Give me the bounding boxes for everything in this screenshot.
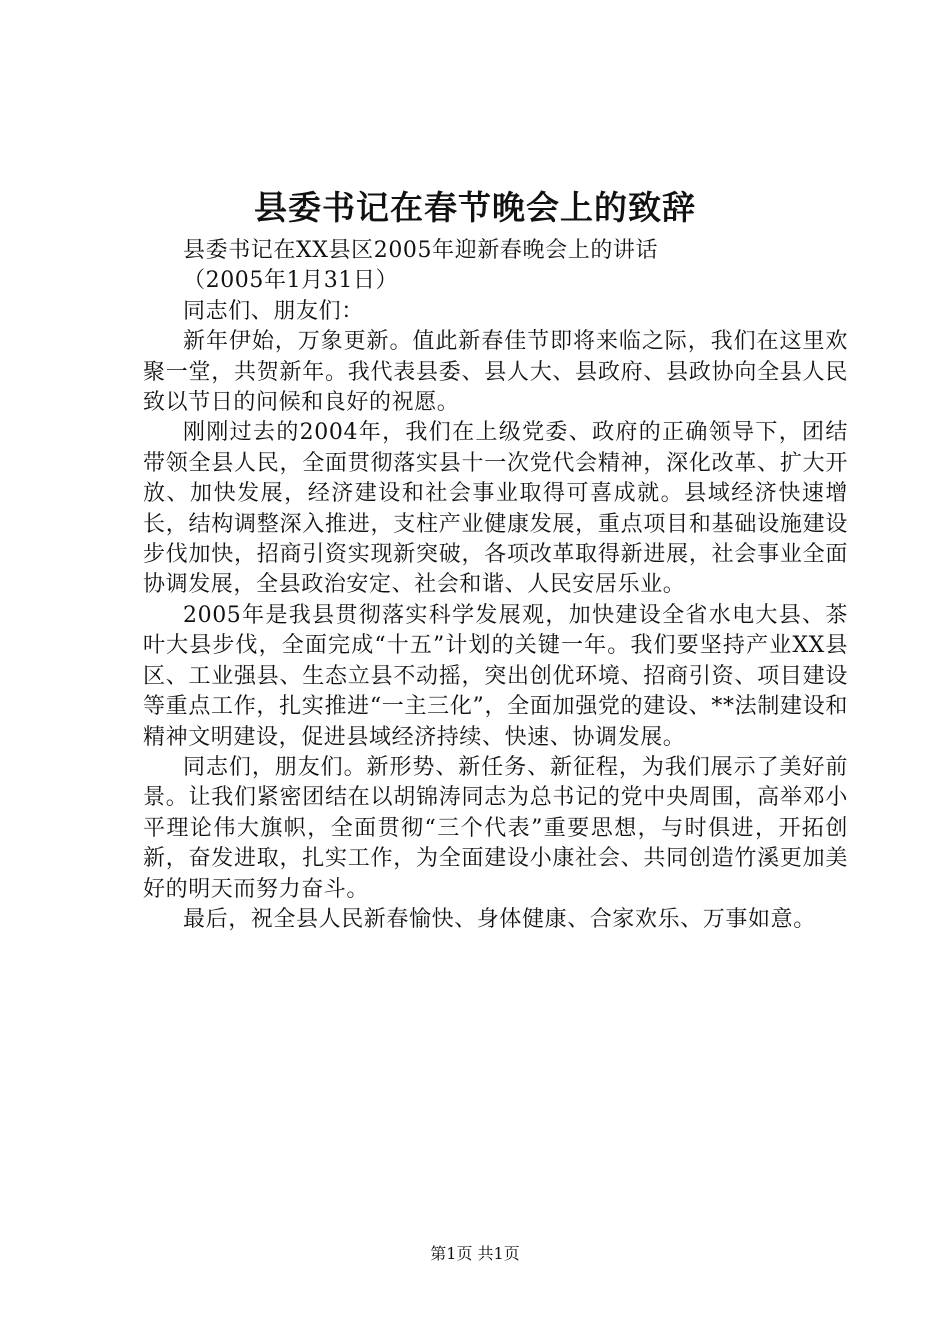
salutation: 同志们、朋友们： xyxy=(183,298,364,324)
paragraph: 刚刚过去的2004年，我们在上级党委、政府的正确领导下，团结带领全县人民，全面贯彻落实县十一次党代会精神，深化改革、扩大开放、加快发展，经济建设和社会事业取得可喜成就。县域经济快速增长，结构调整深入推进，支柱产业健康发展，重点项目和基础设施建设步伐加快，招商引资实现新突破，各项改革取得新进展，社会事业全面协调发展，全县政治安定、社会和谐、人民安居乐业。 xyxy=(143,420,848,598)
document-body xyxy=(143,236,848,935)
speech-subtitle: 县委书记在XX县区2005年迎新春晚会上的讲话 xyxy=(183,238,659,263)
page-footer: 第1页 共1页 xyxy=(430,1244,520,1263)
paragraph: 同志们，朋友们。新形势、新任务、新征程，为我们展示了美好前景。让我们紧密团结在以胡锦涛同志为总书记的党中央周围，高举邓小平理论伟大旗帜，全面贯彻“三个代表”重要思想，与时俱进，开拓创新，奋发进取，扎实工作，为全面建设小康社会、共同创造竹溪更加美好的明天而努力奋斗。 xyxy=(143,754,848,902)
paragraph: 最后，祝全县人民新春愉快、身体健康、合家欢乐、万事如意。 xyxy=(183,906,816,932)
paragraph: 2005年是我县贯彻落实科学发展观，加快建设全省水电大县、茶叶大县步伐，全面完成“十五”计划的关键一年。我们要坚持产业XX县区、工业强县、生态立县不动摇，突出创优环境、招商引资、项目建设等重点工作，扎实推进“一主三化”，全面加强党的建设、**法制建设和精神文明建设，促进县域经济持续、快速、协调发展。 xyxy=(143,602,848,750)
document-title: 县委书记在春节晚会上的致辞 xyxy=(254,188,696,227)
speech-date: （2005年1月31日） xyxy=(183,268,399,294)
paragraph: 新年伊始，万象更新。值此新春佳节即将来临之际，我们在这里欢聚一堂，共贺新年。我代表县委、县人大、县政府、县政协向全县人民致以节日的问候和良好的祝愿。 xyxy=(143,329,848,416)
